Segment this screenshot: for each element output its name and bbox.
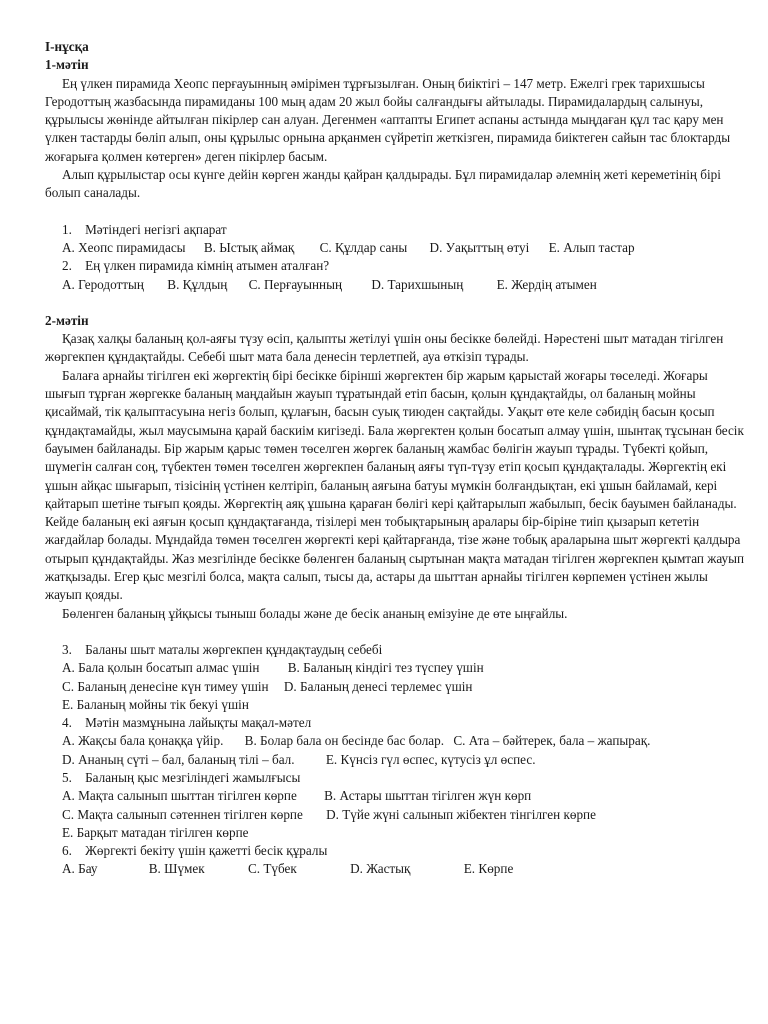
question-1: 1. Мәтіндегі негізгі ақпарат <box>62 221 227 237</box>
question-3-options <box>45 696 745 714</box>
option: D. Уақыттың өтуі <box>429 239 530 255</box>
question-5-options <box>45 824 745 842</box>
question-6-options <box>45 860 745 878</box>
document-content <box>45 38 745 879</box>
option: E. Баланың мойны тік бекуі үшін <box>62 696 249 712</box>
text2-paragraph: Қазақ халқы баланың қол-аяғы түзу өсіп, қалыпты жетілуі үшін оны бесікке бөлейді. Нәрестені шыт матадан тігілген жөргекпен құндақтайды. Себебі шыт мата бала денесін терлетпей, ауа өткізіп тұрады. <box>45 331 724 365</box>
question-5-options <box>45 787 745 805</box>
option: E. Алып тастар <box>548 239 635 255</box>
text1-paragraph: Ең үлкен пирамида Хеопс перғауынның әмірімен тұрғызылған. Оның биіктігі – 147 метр. Ежелгі грек тарихшысы Геродоттың жазбасында пирамиданы 100 мың адам 20 жыл бойы салғандығы айтылады. Пирамидалардың салынуы, құрылысы жөнінде айтылған пікірлер сан алуан. Дегенмен «аптапты Египет аспаны астында мыңдаған құл тас қару мен үлкен тастарды бөліп алып, оны құрылыс орнына арқанмен сүйретіп жеткізген, пирамида биіктеген сайын тас блоктарды жоғарыға қолмен көтерген» деген пікірлер басым. <box>45 75 731 164</box>
option: D. Тарихшының <box>371 276 464 292</box>
option: A. Хеопс пирамидасы <box>62 239 186 255</box>
option: C. Баланың денесіне күн тимеу үшін <box>62 678 269 694</box>
text1-heading: 1-мәтін <box>45 57 89 73</box>
option: C. Түбек <box>247 861 297 877</box>
option: B. Ыстық аймақ <box>203 239 295 255</box>
option: A. Бала қолын босатып алмас үшін <box>62 660 260 676</box>
option: B. Құлдың <box>167 276 228 292</box>
option: A. Бау <box>62 861 98 877</box>
option: C. Ата – бәйтерек, бала – жапырақ. <box>453 733 651 749</box>
question-3-options <box>45 659 745 677</box>
text2-paragraph: Балаға арнайы тігілген екі жөргектің бірі бесікке бірінші жөргектен бір жарым қарыстай жоғары төселеді. Жоғары шығып тұрған жөргекке баланың маңдайын жауып тұратындай етіп басын, қолын құндақтайды, ол баланың мойны қисаймай, тік қалыптасуына негіз болып, құлағын, басын суық тиюден сақтайды. Уақыт өте келе сәбидің басын қосып құндақтамайды, жыл маусымына қарай баскиім кигізеді. Бала жөргектен қолын босатып алмау үшін, шынтақ тұсынан бесік бауымен байланады. Бір жарым қарыс төмен төселген жөргек баланың жамбас бөлігін жауып тұрады. Түбекті қойып, шүмегін салған соң, түбектен төмен төселген жөргекпен баланың аяғы түп-түзу етіп қосып құндақталады. Жөргектің екі ұшын айқас шығарып, тізісінің үстінен келтіріп, баланың аяғына батуы мүмкін болғандықтан, екі ұшын байламай, кері қайтарып шетіне тығып қояды. Жөргектің аяқ ұшына қараған бөлігі кері қайтарылып жабылып, бесік бауымен байланады. Кейде баланың екі аяғын қосып құндақтағанда, тізілері мен тобықтарының аралары бір-біріне тиіп қызарып кететін жағдайлар болады. Мұндайда төмен төселген жөргекті кері қайтарғанда, тізе және тобық араларына шыт жөргекті қалдыра отырып құндақтайды. Жаз мезгілінде бесікке бөленген баланың сыртынан мақта матадан тігілген жөргекпен қымтап жауып жатқызады. Егер қыс мезгілі болса, мақта салып, тысы да, астары да шыттан арнайы тігілген көрпемен үстінен жылы жауып қояды. <box>45 367 745 603</box>
question-2-options <box>45 276 745 294</box>
question-4-options <box>45 751 745 769</box>
option: A. Мақта салынып шыттан тігілген көрпе <box>62 788 297 804</box>
variant-title: I-нұсқа <box>45 39 89 54</box>
option: D. Ананың сүті – бал, баланың тілі – бал. <box>62 751 295 767</box>
question-6: 6. Жөргекті бекіту үшін қажетті бесік құралы <box>62 843 328 859</box>
option: E. Барқыт матадан тігілген көрпе <box>62 824 249 840</box>
option: E. Күнсіз гүл өспес, күтусіз ұл өспес. <box>325 751 536 767</box>
question-5: 5. Баланың қыс мезгіліндегі жамылғысы <box>62 769 301 785</box>
option: D. Баланың денесі терлемес үшін <box>283 678 473 694</box>
option: E. Көрпе <box>463 861 514 877</box>
option: D. Жастық <box>350 861 411 877</box>
question-4-options <box>45 732 745 750</box>
option: A. Геродоттың <box>62 276 144 292</box>
option: B. Болар бала он бесінде бас болар. <box>244 733 445 749</box>
spacer <box>45 623 745 641</box>
question-3: 3. Баланы шыт маталы жөргекпен құндақтаудың себебі <box>62 641 383 657</box>
question-5-options <box>45 806 745 824</box>
option: A. Жақсы бала қонаққа үйір. <box>62 733 224 749</box>
question-2: 2. Ең үлкен пирамида кімнің атымен аталған? <box>62 258 330 274</box>
text2-paragraph: Бөленген баланың ұйқысы тыныш болады және де бесік ананың емізуіне де өте ыңғайлы. <box>62 605 568 621</box>
text1-paragraph: Алып құрылыстар осы күнге дейін көрген жанды қайран қалдырады. Бұл пирамидалар әлемнің жеті кереметінің бірі болып саналады. <box>45 167 721 201</box>
option: B. Шүмек <box>148 861 205 877</box>
question-4: 4. Мәтін мазмұнына лайықты мақал-мәтел <box>62 715 312 731</box>
option: E. Жердің атымен <box>496 276 597 292</box>
option: C. Құлдар саны <box>319 239 408 255</box>
question-1-options <box>45 239 745 257</box>
spacer <box>45 203 745 221</box>
option: C. Перғауынның <box>248 276 343 292</box>
option: B. Баланың кіндігі тез түспеу үшін <box>287 660 484 676</box>
option: D. Түйе жүні салынып жібектен тінгілген көрпе <box>326 806 596 822</box>
question-3-options <box>45 678 745 696</box>
option: B. Астары шыттан тігілген жүн көрп <box>324 788 532 804</box>
spacer <box>45 294 745 312</box>
text2-heading: 2-мәтін <box>45 312 89 328</box>
option: C. Мақта салынып сәтеннен тігілген көрпе <box>62 806 303 822</box>
